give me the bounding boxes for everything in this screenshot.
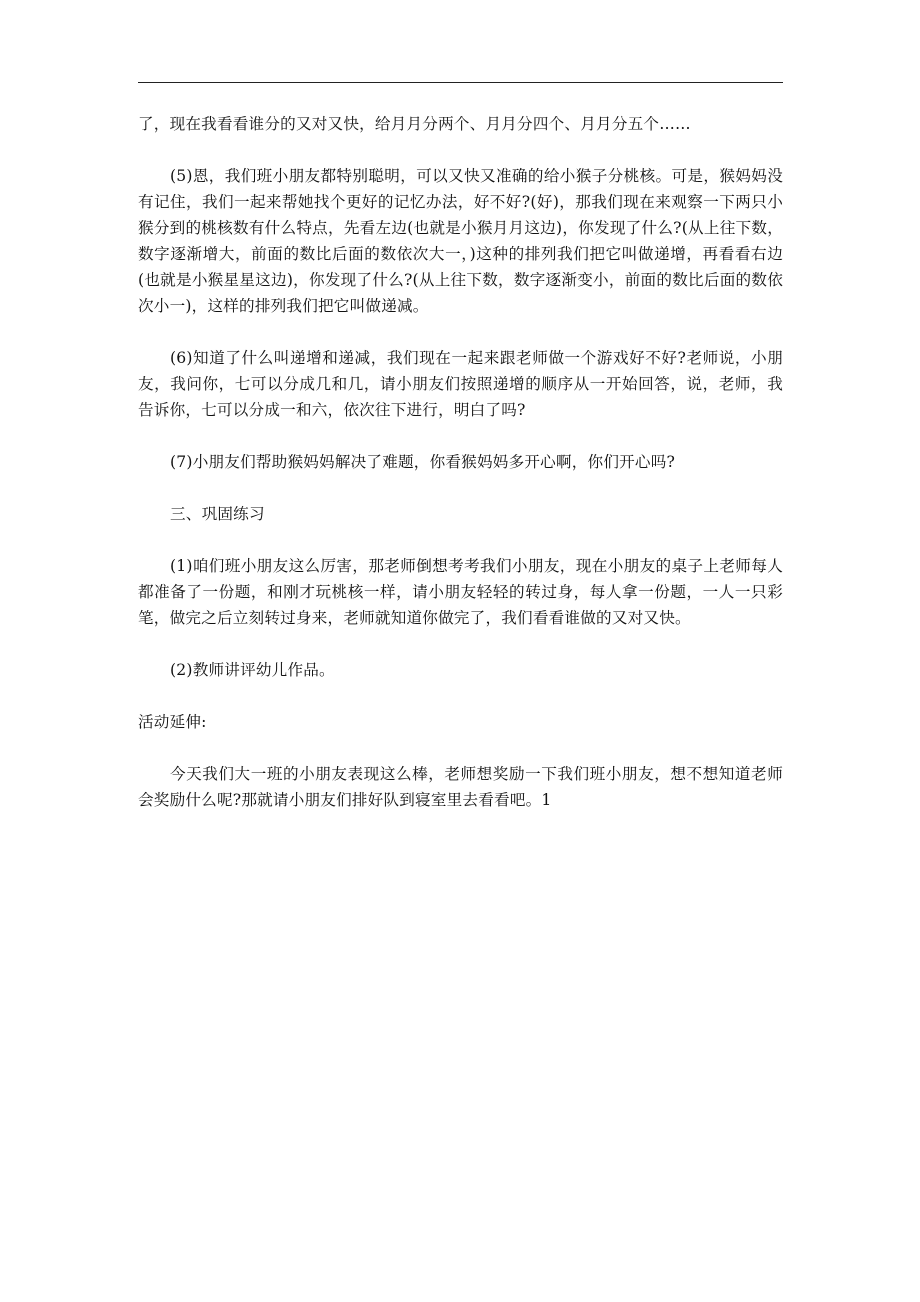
paragraph-step-7: (7)小朋友们帮助猴妈妈解决了难题，你看猴妈妈多开心啊，你们开心吗? <box>170 453 676 471</box>
paragraph-continuation: 了，现在我看看谁分的又对又快，给月月分两个、月月分四个、月月分五个…… <box>138 115 691 133</box>
paragraph-step-5: (5)恩，我们班小朋友都特别聪明，可以又快又准确的给小猴子分桃核。可是，猴妈妈没有记住，我们一起来帮她找个更好的记忆办法，好不好?(好)，那我们现在来观察一下两只小猴分到的桃核数有什么特点，先看左边(也就是小猴月月这边)，你发现了什么?(从上往下数，数字逐渐增大，前面的数比后面的数依次大一，)这种的排列我们把它叫做递增，再看看右边(也就是小猴星星这边)，你发现了什么?(从上往下数，数字逐渐变小，前面的数比后面的数依次小一)，这样的排列我们把它叫做递减。 <box>138 167 783 315</box>
paragraph-practice-1: (1)咱们班小朋友这么厉害，那老师倒想考考我们小朋友，现在小朋友的桌子上老师每人都准备了一份题，和刚才玩桃核一样，请小朋友轻轻的转过身，每人拿一份题，一人一只彩笔，做完之后立刻转过身来，老师就知道你做完了，我们看看谁做的又对又快。 <box>138 557 783 627</box>
section-heading-practice: 三、巩固练习 <box>170 505 265 523</box>
section-heading-extension: 活动延伸: <box>138 713 207 731</box>
header-rule <box>138 82 783 83</box>
paragraph-practice-2: (2)教师讲评幼儿作品。 <box>170 661 335 679</box>
paragraph-extension: 今天我们大一班的小朋友表现这么棒，老师想奖励一下我们班小朋友，想不想知道老师会奖励什么呢?那就请小朋友们排好队到寝室里去看看吧。1 <box>138 765 783 809</box>
document-body <box>138 111 783 813</box>
paragraph-step-6: (6)知道了什么叫递增和递减，我们现在一起来跟老师做一个游戏好不好?老师说，小朋友，我问你，七可以分成几和几，请小朋友们按照递增的顺序从一开始回答，说，老师，我告诉你，七可以分成一和六，依次往下进行，明白了吗? <box>138 349 783 419</box>
